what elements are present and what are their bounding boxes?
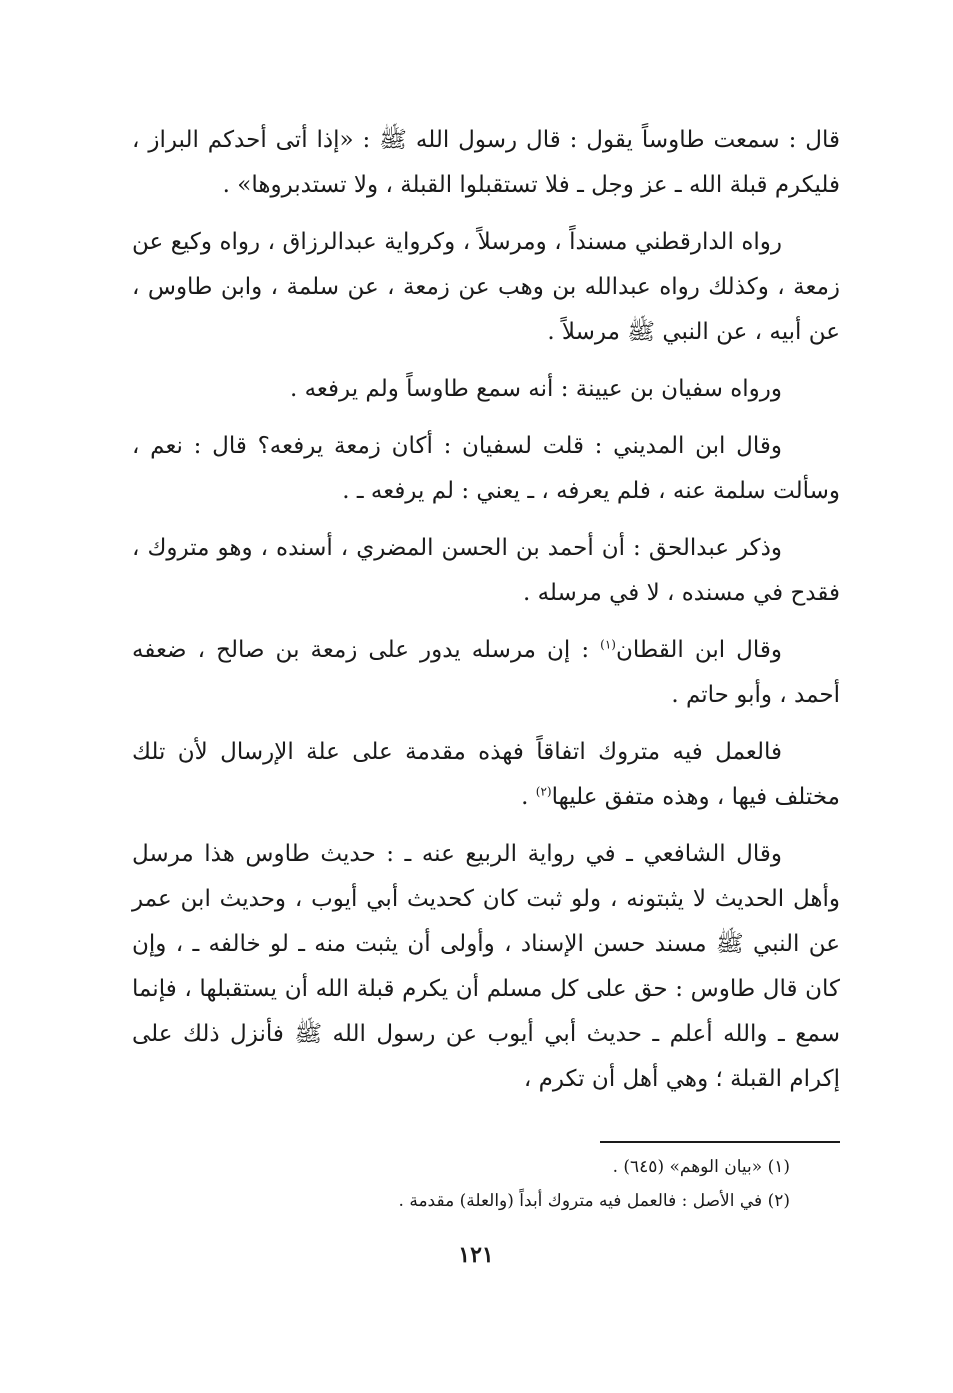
paragraph-7-end: . (521, 784, 536, 810)
paragraph-6-rest: : إن مرسله يدور على زمعة بن صالح ، ضعفه أحمد ، وأبو حاتم . (132, 637, 840, 708)
footnote-separator (600, 1141, 840, 1143)
footnotes (300, 1150, 790, 1218)
paragraph-1: قال : سمعت طاوساً يقول : قال رسول الله ﷺ : «إذا أتى أحدكم البراز ، فليكرم قبلة الله ـ عز وجل ـ فلا تستقبلوا القبلة ، ولا تستدبروها» . (132, 127, 840, 198)
footnote-marker-1: (١) (600, 637, 616, 652)
footnote-marker-2: (٢) (535, 784, 552, 799)
footnote-1: (١) «بيان الوهم» (٦٤٥) . (612, 1157, 790, 1177)
paragraph-3: ورواه سفيان بن عيينة : أنه سمع طاوساً ولم يرفعه . (289, 376, 782, 402)
paragraph-8: وقال الشافعي ـ في رواية الربيع عنه ـ : حديث طاوس هذا مرسل وأهل الحديث لا يثبتونه ، ولو ثبت كان كحديث أبي أيوب ، وحديث ابن عمر عن النبي ﷺ مسند حسن الإسناد ، وأولى أن يثبت منه ـ لو خالفه ـ ، وإن كان قال طاوس : حق على كل مسلم أن يكرم قبلة الله أن يستقبلها ، فإنما سمع ـ والله أعلم ـ حديث أبي أيوب عن رسول الله ﷺ فأنزل ذلك على إكرام القبلة ؛ وهي أهل أن تكرم ، (132, 841, 840, 1092)
page-body (132, 118, 840, 1114)
footnote-2: (٢) في الأصل : فالعمل فيه متروك أبداً (والعلة) مقدمة . (398, 1191, 790, 1211)
paragraph-6-text: وقال ابن القطان (615, 637, 783, 663)
paragraph-4: وقال ابن المديني : قلت لسفيان : أكان زمعة يرفعه؟ قال : نعم ، وسألت سلمة عنه ، فلم يعرفه ، ـ يعني : لم يرفعه ـ . (132, 433, 840, 504)
paragraph-6 (132, 628, 840, 718)
paragraph-5: وذكر عبدالحق : أن أحمد بن الحسن المضري ، أسنده ، وهو متروك ، فقدح في مسنده ، لا في مرسله . (132, 535, 840, 606)
paragraph-7-text: فالعمل فيه متروك اتفاقاً فهذه مقدمة على علة الإرسال لأن تلك مختلف فيها ، وهذه متفق عليها (132, 739, 840, 810)
paragraph-2: رواه الدارقطني مسنداً ، ومرسلاً ، وكرواية عبدالرزاق ، رواه وكيع عن زمعة ، وكذلك رواه عبدالله بن وهب عن زمعة ، عن سلمة ، وابن طاوس ، عن أبيه ، عن النبي ﷺ مرسلاً . (132, 229, 840, 345)
paragraph-7 (132, 730, 840, 820)
page-number: ١٢١ (458, 1242, 494, 1268)
